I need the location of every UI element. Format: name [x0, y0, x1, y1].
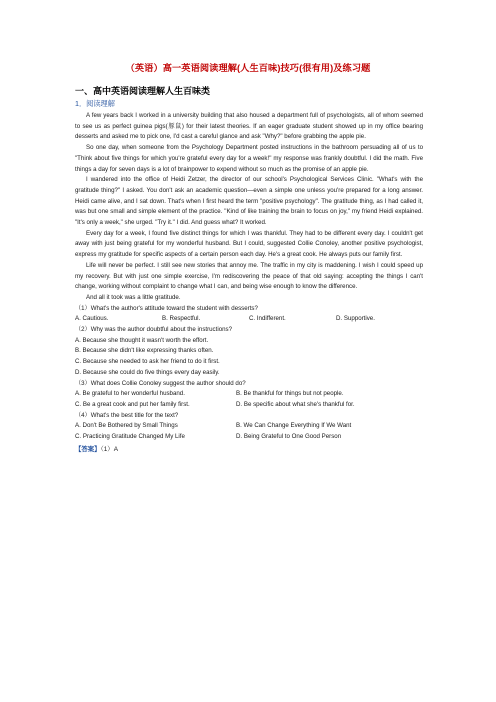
question-4-option-a: A. Don't Be Bothered by Small Things — [75, 422, 178, 430]
passage-paragraph-2: So one day, when someone from the Psychology Department posted instructions in the bathroom persuading all of us to "Think about five things for which you're grateful every day for a week!" my response was frankly doubtful. I did the math. Five things a day for seven days is a lot of brainpower to expend without so much as the promise of an apple pie. — [75, 144, 423, 173]
question-3-option-c: C. Be a great cook and put her family first. — [75, 400, 190, 408]
question-1-options — [75, 314, 423, 325]
passage-paragraph-1: A few years back I worked in a university building that also housed a department full of psychologists, all of whom seemed to see us as perfect guinea pigs(豚鼠) for their latest theories. If an eager graduate student showed up in my office bearing desserts and asked me to pick one, I'd cast a careful glance and ask "Why?" before grabbing the apple pie. — [75, 112, 423, 141]
passage-paragraph-3: I wandered into the office of Heidi Zetzer, the director of our school's Psychological Services Clinic. "What's with the gratitude thing?" I asked. You don't ask an academic question—even a simple one unless you're prepared for a long answer. Heidi came alive, and I sat down. That's when I first heard the term "positive psychology". The gratitude thing, as I had called it, was but one small and simple element of the practice. "Kind of like training the brain to focus on joy," my friend Heidi explained. "It's only a week," she urged. "Try it." I did. And guess what? It worked. — [75, 176, 423, 227]
question-2-option-b: B. Because she didn't like expressing thanks often. — [75, 347, 214, 355]
question-1-stem: （1）What's the author's attitude toward the student with desserts? — [75, 304, 258, 312]
question-2-option-a: A. Because she thought it wasn't worth the effort. — [75, 336, 209, 344]
question-4-option-d: D. Being Grateful to One Good Person — [236, 433, 342, 441]
answer-text: （1）A — [100, 445, 118, 453]
question-1-option-c: C. Indifferent. — [249, 315, 286, 323]
question-1-option-b: B. Respectful. — [162, 315, 201, 323]
question-4-option-c: C. Practicing Gratitude Changed My Life — [75, 433, 185, 441]
section-heading: 一、高中英语阅读理解人生百味类 — [75, 86, 211, 96]
question-4-stem: （4）What's the best title for the text? — [75, 411, 179, 419]
question-3-option-b: B. Be thankful for things but not people. — [236, 390, 344, 398]
question-3-options-row-2 — [75, 400, 423, 411]
question-4-options-row-1 — [75, 421, 423, 432]
question-2-stem: （2）Why was the author doubtful about the instructions? — [75, 326, 233, 334]
document-body — [75, 82, 423, 455]
passage-paragraph-5: Life will never be perfect. I still see new stories that annoy me. The traffic in my city is maddening. I wish I could speed up my recovery. But with just one simple exercise, I'm rediscovering the peace of that old saying: accepting the things I can't change, working without complaint to change what I can, and being wise enough to know the difference. — [75, 261, 423, 291]
question-2-option-c: C. Because she needed to ask her friend to do it first. — [75, 358, 220, 366]
question-2-option-d: D. Because she could do five things every day easily. — [75, 368, 220, 376]
question-3-options-row-1 — [75, 389, 423, 400]
answer-tag: 【答案】 — [75, 445, 101, 453]
passage-paragraph-4: Every day for a week, I found five distinct things for which I was thankful. They had to be different every day. I couldn't get away with just being grateful for my wonderful husband. But I could, suggested Collie Conoley, another positive psychologist, express my gratitude for specific aspects of a certain person each day. He's a great cook. He always puts our family first. — [75, 229, 423, 259]
closing-line: And all it took was a little gratitude. — [86, 293, 181, 301]
question-3-stem: （3）What does Collie Conoley suggest the author should do? — [75, 379, 246, 387]
question-3-option-d: D. Be specific about what she's thankful for. — [236, 400, 355, 408]
question-1-option-a: A. Cautious. — [75, 315, 109, 323]
answer-line — [75, 444, 423, 455]
question-4-options-row-2 — [75, 432, 423, 443]
document-title: （英语）高一英语阅读理解(人生百味)技巧(很有用)及练习题 — [125, 63, 371, 73]
question-1-option-d: D. Supportive. — [336, 315, 375, 323]
question-3-option-a: A. Be grateful to her wonderful husband. — [75, 390, 185, 398]
question-4-option-b: B. We Can Change Everything If We Want — [236, 422, 352, 430]
sub-heading: 1．阅读理解 — [75, 99, 115, 108]
